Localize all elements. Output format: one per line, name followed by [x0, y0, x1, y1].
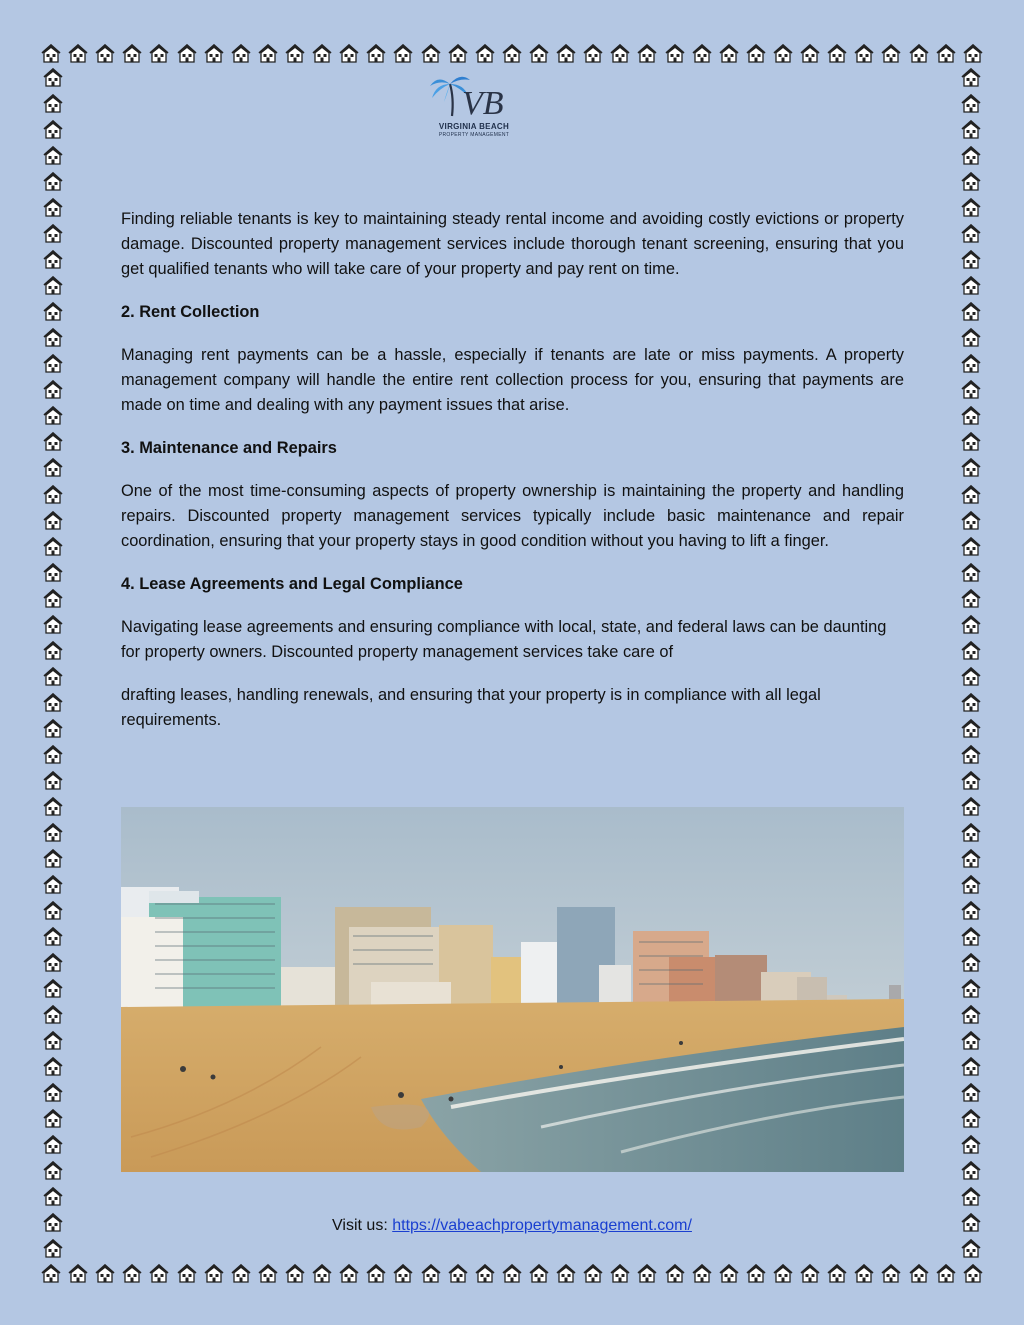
- house-icon: [176, 1262, 198, 1284]
- house-icon: [42, 483, 64, 505]
- house-icon: [148, 1262, 170, 1284]
- intro-paragraph: Finding reliable tenants is key to maintaining steady rental income and avoiding costly evictions or property damage. Discounted property management services include thorough tenant screening, ensuring that you get qualified tenants who will take care of your property and pay rent on time.: [121, 210, 904, 278]
- section-paragraph-rent-collection: Managing rent payments can be a hassle, especially if tenants are late or miss payments. A property management company will handle the entire rent collection process for you, ensuring that payments are made on time and dealing with any payment issues that arise.: [121, 346, 904, 414]
- house-icon: [745, 1262, 767, 1284]
- house-icon: [960, 170, 982, 192]
- house-icon: [257, 1262, 279, 1284]
- house-icon: [42, 326, 64, 348]
- house-icon: [853, 1262, 875, 1284]
- house-icon: [42, 873, 64, 895]
- house-icon: [40, 1262, 62, 1284]
- house-icon: [962, 1262, 984, 1284]
- house-icon: [42, 847, 64, 869]
- house-icon: [42, 951, 64, 973]
- house-icon: [636, 42, 658, 64]
- house-icon: [582, 1262, 604, 1284]
- house-icon: [42, 274, 64, 296]
- house-icon: [42, 1081, 64, 1103]
- house-icon: [42, 1029, 64, 1051]
- house-icon: [960, 509, 982, 531]
- house-icon: [365, 1262, 387, 1284]
- house-icon: [935, 42, 957, 64]
- house-icon: [960, 1081, 982, 1103]
- house-icon: [528, 42, 550, 64]
- house-icon: [42, 665, 64, 687]
- house-icon: [960, 587, 982, 609]
- house-icon: [257, 42, 279, 64]
- house-icon: [960, 326, 982, 348]
- beach-cityscape-photo: [121, 807, 904, 1172]
- house-icon: [42, 196, 64, 218]
- house-icon: [609, 1262, 631, 1284]
- house-icon: [960, 717, 982, 739]
- house-icon: [960, 1029, 982, 1051]
- house-icon: [338, 1262, 360, 1284]
- house-icon: [501, 42, 523, 64]
- house-icon: [392, 1262, 414, 1284]
- house-icon: [960, 743, 982, 765]
- house-icon: [960, 300, 982, 322]
- house-icon: [230, 1262, 252, 1284]
- house-icon: [960, 665, 982, 687]
- house-icon: [501, 1262, 523, 1284]
- house-icon: [960, 977, 982, 999]
- house-icon: [42, 118, 64, 140]
- house-icon: [42, 613, 64, 635]
- house-icon: [826, 42, 848, 64]
- house-icon: [284, 42, 306, 64]
- section-heading-lease-agreements: 4. Lease Agreements and Legal Compliance: [121, 575, 463, 593]
- house-icon: [42, 561, 64, 583]
- house-icon: [960, 92, 982, 114]
- house-icon: [42, 1055, 64, 1077]
- house-icon: [718, 42, 740, 64]
- house-icon: [447, 42, 469, 64]
- house-icon: [420, 42, 442, 64]
- logo-name: VIRGINIA BEACH: [438, 122, 510, 131]
- house-icon: [960, 639, 982, 661]
- house-icon: [42, 144, 64, 166]
- house-icon: [42, 1107, 64, 1129]
- house-icon: [42, 795, 64, 817]
- house-icon: [555, 42, 577, 64]
- house-icon: [960, 795, 982, 817]
- footer: [0, 1217, 1024, 1235]
- house-icon: [960, 352, 982, 374]
- house-icon: [42, 717, 64, 739]
- house-icon: [40, 42, 62, 64]
- house-icon: [935, 1262, 957, 1284]
- house-icon: [42, 691, 64, 713]
- section-paragraph-lease-agreements: Navigating lease agreements and ensuring compliance with local, state, and federal laws can be daunting for property owners. Discounted property management services take care of: [121, 618, 887, 661]
- house-icon: [42, 899, 64, 921]
- house-icon: [42, 1133, 64, 1155]
- company-logo: [424, 72, 524, 152]
- house-icon: [960, 613, 982, 635]
- house-icon: [42, 222, 64, 244]
- house-icon: [960, 456, 982, 478]
- section-paragraph-lease-continued: drafting leases, handling renewals, and ensuring that your property is in compliance with all legal requirements.: [121, 686, 821, 729]
- house-icon: [960, 248, 982, 270]
- house-icon: [42, 92, 64, 114]
- house-icon: [960, 1133, 982, 1155]
- house-icon: [960, 561, 982, 583]
- house-icon: [555, 1262, 577, 1284]
- house-icon: [960, 274, 982, 296]
- house-icon: [528, 1262, 550, 1284]
- house-icon: [745, 42, 767, 64]
- house-icon: [960, 144, 982, 166]
- house-icon: [772, 42, 794, 64]
- house-icon: [960, 222, 982, 244]
- house-icon: [960, 821, 982, 843]
- house-icon: [960, 1159, 982, 1181]
- house-icon: [42, 352, 64, 374]
- house-icon: [42, 66, 64, 88]
- house-icon: [447, 1262, 469, 1284]
- house-icon: [960, 535, 982, 557]
- house-icon: [691, 42, 713, 64]
- house-icon: [960, 378, 982, 400]
- section-paragraph-maintenance: One of the most time-consuming aspects of property ownership is maintaining the property and handling repairs. Discounted property management services typically include basic maintenance and repair coordination, ensuring that your property stays in good condition without you having to lift a finger.: [121, 482, 904, 550]
- house-icon: [962, 42, 984, 64]
- house-icon: [960, 118, 982, 140]
- house-icon: [42, 378, 64, 400]
- house-icon: [42, 170, 64, 192]
- house-icon: [960, 951, 982, 973]
- house-icon: [203, 1262, 225, 1284]
- house-icon: [960, 1237, 982, 1259]
- section-heading-rent-collection: 2. Rent Collection: [121, 303, 260, 321]
- border-top: [40, 40, 984, 66]
- article-body: [121, 207, 904, 751]
- house-icon: [960, 1107, 982, 1129]
- house-icon: [799, 1262, 821, 1284]
- house-icon: [420, 1262, 442, 1284]
- house-icon: [960, 925, 982, 947]
- house-icon: [636, 1262, 658, 1284]
- house-icon: [94, 42, 116, 64]
- house-icon: [960, 66, 982, 88]
- house-icon: [42, 456, 64, 478]
- house-icon: [203, 42, 225, 64]
- house-icon: [880, 1262, 902, 1284]
- house-icon: [42, 977, 64, 999]
- house-icon: [42, 587, 64, 609]
- house-icon: [42, 1003, 64, 1025]
- house-icon: [176, 42, 198, 64]
- house-icon: [799, 42, 821, 64]
- house-icon: [311, 1262, 333, 1284]
- house-icon: [960, 483, 982, 505]
- house-icon: [311, 42, 333, 64]
- house-icon: [42, 1185, 64, 1207]
- house-icon: [960, 691, 982, 713]
- border-bottom: [40, 1260, 984, 1286]
- house-icon: [960, 847, 982, 869]
- house-icon: [474, 42, 496, 64]
- footer-label: Visit us:: [332, 1217, 393, 1234]
- house-icon: [94, 1262, 116, 1284]
- house-icon: [284, 1262, 306, 1284]
- house-icon: [853, 42, 875, 64]
- house-icon: [474, 1262, 496, 1284]
- house-icon: [772, 1262, 794, 1284]
- house-icon: [67, 42, 89, 64]
- house-icon: [960, 196, 982, 218]
- house-icon: [664, 42, 686, 64]
- house-icon: [42, 743, 64, 765]
- house-icon: [42, 248, 64, 270]
- house-icon: [718, 1262, 740, 1284]
- house-icon: [392, 42, 414, 64]
- house-icon: [42, 535, 64, 557]
- house-icon: [609, 42, 631, 64]
- logo-monogram: VB: [462, 85, 504, 122]
- house-icon: [880, 42, 902, 64]
- house-icon: [121, 42, 143, 64]
- house-icon: [67, 1262, 89, 1284]
- house-icon: [230, 42, 252, 64]
- border-right: [958, 66, 984, 1260]
- house-icon: [42, 509, 64, 531]
- house-icon: [960, 1055, 982, 1077]
- house-icon: [42, 1237, 64, 1259]
- palm-tree-logo-icon: [424, 72, 524, 122]
- house-icon: [960, 404, 982, 426]
- house-icon: [960, 1003, 982, 1025]
- house-icon: [664, 1262, 686, 1284]
- house-icon: [826, 1262, 848, 1284]
- house-icon: [42, 925, 64, 947]
- house-icon: [908, 1262, 930, 1284]
- house-icon: [42, 1159, 64, 1181]
- section-heading-maintenance: 3. Maintenance and Repairs: [121, 439, 337, 457]
- border-left: [40, 66, 66, 1260]
- house-icon: [42, 769, 64, 791]
- house-icon: [582, 42, 604, 64]
- house-icon: [960, 873, 982, 895]
- house-icon: [960, 430, 982, 452]
- house-icon: [121, 1262, 143, 1284]
- house-icon: [338, 42, 360, 64]
- house-icon: [42, 404, 64, 426]
- logo-tagline: PROPERTY MANAGEMENT: [438, 132, 510, 138]
- house-icon: [960, 1185, 982, 1207]
- house-icon: [42, 300, 64, 322]
- house-icon: [42, 821, 64, 843]
- house-icon: [42, 430, 64, 452]
- house-icon: [365, 42, 387, 64]
- website-link[interactable]: https://vabeachpropertymanagement.com/: [392, 1217, 692, 1234]
- house-icon: [691, 1262, 713, 1284]
- house-icon: [960, 769, 982, 791]
- house-icon: [960, 899, 982, 921]
- house-icon: [908, 42, 930, 64]
- house-icon: [42, 639, 64, 661]
- house-icon: [148, 42, 170, 64]
